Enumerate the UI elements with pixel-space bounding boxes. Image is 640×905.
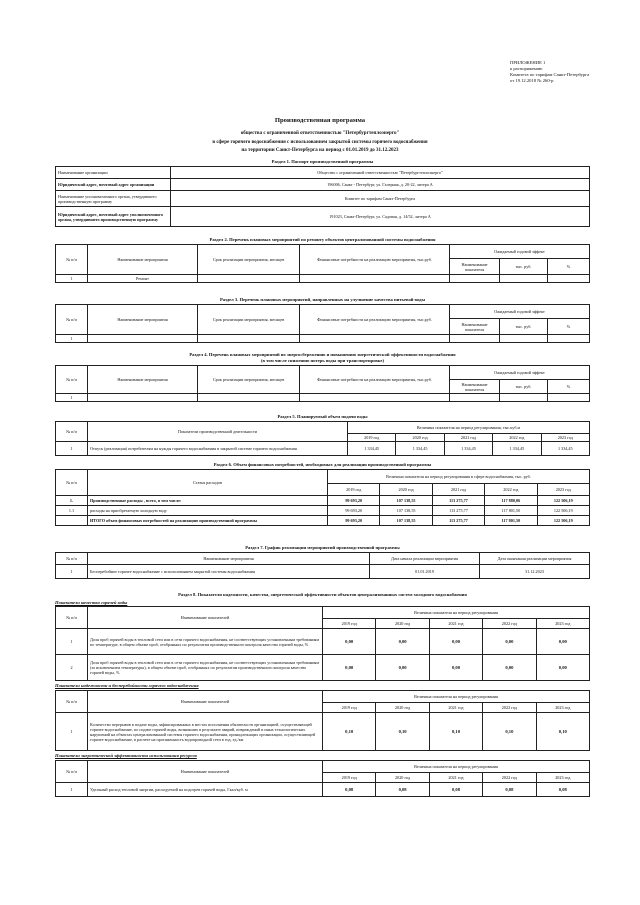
year-header: 2021 год	[444, 434, 492, 442]
table-cell	[198, 335, 300, 343]
table-cell: 1	[56, 783, 88, 797]
value-cell: 0,08	[483, 783, 536, 797]
table-row	[56, 167, 590, 179]
table-row	[56, 470, 590, 484]
table-cell: Бесперебойное горячее водоснабжение с использованием закрытой системы водоснабжения	[88, 565, 370, 579]
section-8	[55, 591, 590, 797]
table-row	[56, 335, 590, 343]
section-6	[55, 461, 590, 526]
document-title: Производственная программа	[274, 117, 366, 124]
section-header: Раздел 5. Планируемый объем подачи воды	[277, 414, 368, 419]
table-header-cell: Наименование мероприятия	[88, 305, 198, 335]
table-header-cell: %	[548, 380, 590, 394]
value-cell: 0,10	[483, 713, 536, 751]
table-header-cell: Величина показателя на период регулирования, тыс.куб.м	[348, 422, 590, 434]
title-line: общества с ограниченной ответственностью "Петербургтеплоэнерго"	[240, 131, 400, 136]
table-cell: 31.12.2023	[480, 565, 590, 579]
section-header: Раздел 4. Перечень плановых мероприятий по энергосбережению и повышению энергетической эффективности водоснабжения	[189, 352, 456, 357]
year-header: 2021 год	[429, 703, 482, 713]
value-cell: 0,10	[536, 713, 589, 751]
year-header: 2023 год	[537, 484, 589, 496]
table-cell: Юридический адрес, почтовый адрес уполномоченного органа, утвердившего производственную программу	[56, 207, 171, 227]
year-header: 2019 год	[348, 434, 396, 442]
table-cell	[548, 275, 590, 283]
water-quality-plan-table	[55, 304, 590, 343]
value-cell: 0,08	[536, 783, 589, 797]
document-title-block	[0, 117, 640, 156]
energy-saving-plan-table	[55, 365, 590, 402]
table-cell: Общество с ограниченной ответственностью "Петербургтеплоэнерго"	[171, 167, 590, 179]
value-cell: 0,08	[429, 783, 482, 797]
year-header: 2023 год	[541, 434, 589, 442]
table-header-cell: %	[548, 319, 590, 335]
table-header-cell: Наименование показателя	[450, 380, 500, 394]
value-cell: 1 334,45	[396, 442, 444, 456]
section-header: Раздел 3. Перечень плановых мероприятий, направленных на улучшение качества питьевой воды	[219, 297, 426, 302]
value-cell: 0,00	[536, 655, 589, 681]
table-header-cell: № п/п	[56, 607, 88, 629]
table-header-cell: № п/п	[56, 305, 88, 335]
year-header: 2019 год	[323, 619, 376, 629]
table-cell: 1	[56, 275, 88, 283]
year-header: 2019 год	[323, 703, 376, 713]
section-header: Раздел 1. Паспорт производственной программы	[271, 159, 374, 164]
value-cell: 0,10	[429, 713, 482, 751]
value-cell: 0,00	[429, 629, 482, 655]
value-cell: 0,10	[323, 713, 376, 751]
value-cell: 0,00	[323, 629, 376, 655]
table-header-cell: № п/п	[56, 470, 88, 496]
value-cell: 122 506,19	[537, 516, 589, 526]
value-cell: 0,08	[323, 783, 376, 797]
table-cell: Наименование уполномоченного органа, утвердившего производственную программу	[56, 191, 171, 207]
table-row	[56, 191, 590, 207]
table-header-cell: Дата начала реализации мероприятия	[370, 553, 480, 565]
year-header: 2020 год	[396, 434, 444, 442]
table-cell: 1	[56, 565, 88, 579]
value-cell: 122 506,19	[537, 506, 589, 516]
year-header: 2019 год	[323, 773, 376, 783]
value-cell: 113 275,77	[432, 516, 484, 526]
table-header-cell: № п/п	[56, 691, 88, 713]
table-row	[56, 275, 590, 283]
appendix-line: ПРИЛОЖЕНИЕ 1	[510, 60, 546, 65]
value-cell: 0,10	[376, 713, 429, 751]
table-header-cell: Показатели производственной деятельности	[88, 422, 348, 442]
year-header: 2023 год	[536, 773, 589, 783]
value-cell: 0,00	[376, 629, 429, 655]
table-header-cell: тыс. руб.	[500, 380, 548, 394]
year-header: 2020 год	[376, 619, 429, 629]
value-cell: 117 880,06	[485, 496, 537, 506]
table-cell: Ремонт	[88, 275, 198, 283]
value-cell: 113 275,77	[432, 506, 484, 516]
value-cell: 0,00	[483, 655, 536, 681]
table-cell: Доля проб горячей воды в тепловой сети или в сети горячего водоснабжения, не соответствующих установленным требованиям (за исключением температуры), в общем объеме проб, отобранных по результатам производственного контроля качества горячей воды, %	[88, 655, 323, 681]
table-row	[56, 245, 590, 259]
table-header-cell: Срок реализации мероприятия, месяцев	[198, 305, 300, 335]
value-cell: 0,00	[323, 655, 376, 681]
table-row	[56, 783, 590, 797]
section-3	[55, 296, 590, 343]
table-header-cell: № п/п	[56, 553, 88, 565]
table-cell: Производственные расходы , всего, в том числе:	[88, 496, 328, 506]
table-row	[56, 422, 590, 434]
value-cell: 107 138,55	[380, 506, 432, 516]
table-row	[56, 713, 590, 751]
year-header: 2021 год	[432, 484, 484, 496]
table-cell	[56, 516, 88, 526]
table-header-cell: № п/п	[56, 422, 88, 442]
table-cell	[548, 335, 590, 343]
table-header-cell: Величина показателя на период регулирования	[323, 607, 590, 619]
table-row	[56, 305, 590, 319]
section-header: Раздел 7. График реализации мероприятий производственной программы	[245, 545, 400, 550]
year-header: 2022 год	[483, 773, 536, 783]
table-header-cell: Величина показателя на период регулирования	[323, 691, 590, 703]
section-7	[55, 544, 590, 579]
energy-efficiency-indicators-table	[55, 760, 590, 797]
table-cell: 1.1	[56, 506, 88, 516]
table-cell	[88, 335, 198, 343]
subsection-header: Показатели энергетической эффективности использования ресурсов	[55, 753, 197, 758]
table-header-cell: Финансовые потребности на реализацию мероприятия, тыс.руб.	[300, 305, 450, 335]
table-cell	[500, 275, 548, 283]
table-row	[56, 207, 590, 227]
value-cell: 1 334,45	[444, 442, 492, 456]
year-header: 2021 год	[429, 773, 482, 783]
title-line: на территории Санкт-Петербурга на период с 01.01.2019 до 31.12.2023	[241, 148, 399, 153]
table-header-cell: Срок реализации мероприятия, месяцев	[198, 245, 300, 275]
table-cell	[198, 275, 300, 283]
table-row	[56, 506, 590, 516]
table-header-cell: тыс. руб.	[500, 259, 548, 275]
table-header-cell: Наименование мероприятия	[88, 553, 370, 565]
table-cell: Удельный расход тепловой энергии, расходуемой на подогрев горячей воды, Гкал/куб. м	[88, 783, 323, 797]
section-header: Раздел 2. Перечень плановых мероприятий по ремонту объектов централизованной системы водоснабжения	[209, 237, 436, 242]
table-cell	[88, 394, 198, 402]
table-row	[56, 629, 590, 655]
year-header: 2019 год	[328, 484, 380, 496]
table-row	[56, 553, 590, 565]
schedule-table	[55, 552, 590, 579]
table-cell: 1	[56, 335, 88, 343]
value-cell: 113 275,77	[432, 496, 484, 506]
table-header-cell: Ожидаемый годовой эффект	[450, 245, 590, 259]
value-cell: 0,00	[483, 629, 536, 655]
table-cell: 1	[56, 713, 88, 751]
table-header-cell: Срок реализации мероприятия, месяцев	[198, 366, 300, 394]
table-header-cell: Наименование мероприятия	[88, 245, 198, 275]
year-header: 2023 год	[536, 619, 589, 629]
table-header-cell: № п/п	[56, 245, 88, 275]
appendix-line: от 19.12.2018 № 260-р	[510, 78, 554, 83]
year-header: 2022 год	[493, 434, 541, 442]
table-cell	[450, 394, 500, 402]
table-cell: 191023, Санкт-Петербург, ул. Садовая, д. 14/52, литера А	[171, 207, 590, 227]
subsection-header: Показатели надежности и бесперебойности горячего водоснабжения	[55, 683, 199, 688]
table-row	[56, 496, 590, 506]
table-cell: Юридический адрес, почтовый адрес организации	[56, 179, 171, 191]
table-cell	[500, 335, 548, 343]
year-header: 2022 год	[485, 484, 537, 496]
table-row	[56, 442, 590, 456]
appendix-line: к распоряжению	[510, 66, 543, 71]
table-row	[56, 565, 590, 579]
table-cell: Доля проб горячей воды в тепловой сети или в сети горячего водоснабжения, не соответствующих установленным требованиям по температуре, в общем объеме проб, отобранных по результатам производственного контроля качества горячей воды, %	[88, 629, 323, 655]
value-cell: 1 334,45	[541, 442, 589, 456]
table-header-cell: Наименование показателей	[88, 691, 323, 713]
appendix-stamp	[510, 60, 600, 84]
table-cell: 1.	[56, 496, 88, 506]
title-line: в сфере горячего водоснабжения с использованием закрытой системы горячего водоснабжения	[212, 139, 428, 145]
value-cell: 1 334,45	[348, 442, 396, 456]
water-supply-volume-table	[55, 421, 590, 456]
water-quality-indicators-table	[55, 606, 590, 681]
table-row	[56, 655, 590, 681]
table-header-cell: Наименование показателей	[88, 607, 323, 629]
table-header-cell: № п/п	[56, 366, 88, 394]
table-cell	[300, 394, 450, 402]
year-header: 2022 год	[483, 703, 536, 713]
table-header-cell: Величина показателя на период регулирования	[323, 761, 590, 773]
table-header-cell: Статья расходов	[88, 470, 328, 496]
year-header: 2020 год	[376, 703, 429, 713]
value-cell: 99 693,20	[328, 506, 380, 516]
year-header: 2022 год	[483, 619, 536, 629]
table-cell: 1	[56, 629, 88, 655]
table-header-cell: Наименование показателей	[88, 761, 323, 783]
table-cell	[450, 275, 500, 283]
table-header-cell: Наименование показателя	[450, 259, 500, 275]
table-row	[56, 179, 590, 191]
value-cell: 122 506,19	[537, 496, 589, 506]
table-cell	[198, 394, 300, 402]
table-cell: 1	[56, 442, 88, 456]
table-header-cell: Наименование мероприятия	[88, 366, 198, 394]
year-header: 2023 год	[536, 703, 589, 713]
table-cell: 196006, Санкт - Петербург, ул. Галерная, д. 20-22, литера А	[171, 179, 590, 191]
section-subheader: (в том числе снижению потерь воды при транспортировке)	[261, 358, 384, 363]
table-cell: 01.01.2019	[370, 565, 480, 579]
section-2	[55, 236, 590, 283]
table-row	[56, 394, 590, 402]
value-cell: 0,00	[536, 629, 589, 655]
appendix-line: Комитета по тарифам Санкт-Петербурга	[510, 72, 590, 77]
year-header: 2020 год	[376, 773, 429, 783]
value-cell: 107 138,55	[380, 516, 432, 526]
table-header-cell: Наименование показателя	[450, 319, 500, 335]
year-header: 2021 год	[429, 619, 482, 629]
table-row	[56, 607, 590, 619]
table-cell: расходы на приобретаемую холодную воду	[88, 506, 328, 516]
value-cell: 0,00	[376, 655, 429, 681]
table-row	[56, 691, 590, 703]
value-cell: 0,00	[429, 655, 482, 681]
reliability-indicators-table	[55, 690, 590, 751]
subsection-header: Показатели качества горячей воды	[55, 600, 128, 605]
table-cell	[450, 335, 500, 343]
table-header-cell: Финансовые потребности на реализацию мероприятия, тыс.руб.	[300, 245, 450, 275]
value-cell: 117 801,50	[485, 516, 537, 526]
table-cell	[300, 275, 450, 283]
section-header: Раздел 8. Показатели надежности, качества, энергетической эффективности объектов централизованных систем холодного водоснабжения	[178, 592, 467, 597]
section-header: Раздел 6. Объем финансовых потребностей, необходимых для реализации производственной программы	[213, 462, 432, 467]
table-cell	[548, 394, 590, 402]
value-cell: 99 693,20	[328, 496, 380, 506]
table-header-cell: Величина показателя на период регулирования в сфере водоснабжения, тыс. руб.	[328, 470, 590, 484]
table-header-cell: Ожидаемый годовой эффект	[450, 366, 590, 380]
table-header-cell: Ожидаемый годовой эффект	[450, 305, 590, 319]
table-header-cell: № п/п	[56, 761, 88, 783]
table-header-cell: Финансовые потребности на реализацию мероприятия, тыс.руб.	[300, 366, 450, 394]
table-cell: Наименование организации	[56, 167, 171, 179]
section-1	[55, 158, 590, 227]
passport-table	[55, 166, 590, 227]
value-cell: 117 801,50	[485, 506, 537, 516]
value-cell: 99 693,20	[328, 516, 380, 526]
table-cell	[300, 335, 450, 343]
value-cell: 1 334,45	[493, 442, 541, 456]
table-row	[56, 366, 590, 380]
section-5	[55, 413, 590, 456]
table-header-cell: Дата окончания реализации мероприятия	[480, 553, 590, 565]
table-cell: Комитет по тарифам Санкт-Петербурга	[171, 191, 590, 207]
table-cell: 2	[56, 655, 88, 681]
value-cell: 0,08	[376, 783, 429, 797]
table-cell: ИТОГО объем финансовых потребностей на реализацию производственной программы	[88, 516, 328, 526]
table-row	[56, 761, 590, 773]
table-header-cell: тыс. руб.	[500, 319, 548, 335]
year-header: 2020 год	[380, 484, 432, 496]
table-cell: 1	[56, 394, 88, 402]
repair-plan-table	[55, 244, 590, 283]
table-header-cell: %	[548, 259, 590, 275]
table-cell: Количество перерывов в подаче воды, зафиксированных в местах исполнения обязательств организацией, осуществляющей горячее водоснабжение, по подаче горячей воды, возникших в результате аварий, повреждений и иных технологических нарушений на объектах централизованной системы горячего водоснабжения, принадлежащих организации, осуществляющей горячее водоснабжение, в расчете на протяженность водопроводной сети в год, ед./км	[88, 713, 323, 751]
financial-needs-table	[55, 469, 590, 526]
value-cell: 107 138,55	[380, 496, 432, 506]
table-cell: Отпуск (реализация) потребителям на нужды горячего водоснабжения в закрытой системе горячего водоснабжения	[88, 442, 348, 456]
table-cell	[500, 394, 548, 402]
table-row	[56, 516, 590, 526]
section-4	[55, 352, 590, 402]
